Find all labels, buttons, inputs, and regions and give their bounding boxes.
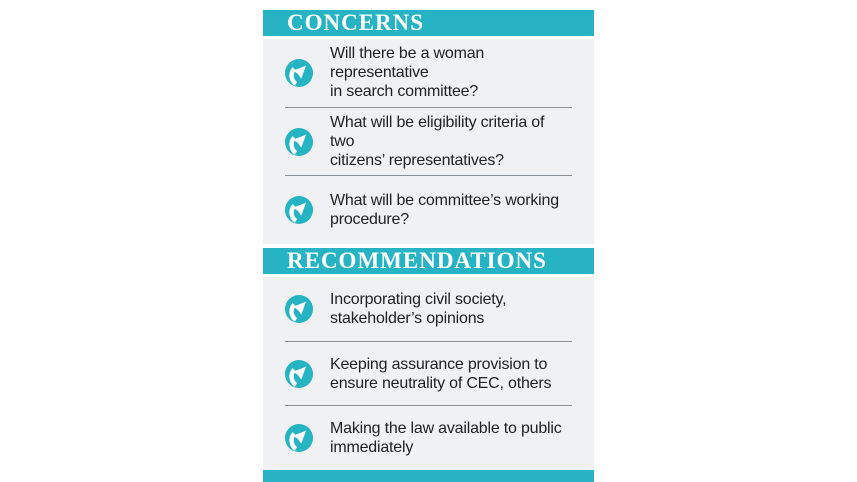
list-item bbox=[263, 108, 594, 176]
section-header-concerns: CONCERNS bbox=[263, 10, 594, 36]
list-item bbox=[263, 39, 594, 107]
list-item bbox=[263, 342, 594, 406]
list-item bbox=[263, 406, 594, 470]
curved-arrow-up-right-icon bbox=[285, 360, 313, 388]
recommendations-section bbox=[263, 277, 594, 470]
curved-arrow-up-right-icon bbox=[285, 196, 313, 224]
curved-arrow-up-right-icon bbox=[285, 128, 313, 156]
list-item-text: Making the law available to public immediately bbox=[330, 420, 562, 457]
section-header-recommendations: RECOMMENDATIONS bbox=[263, 248, 594, 274]
list-item bbox=[263, 277, 594, 341]
list-item bbox=[263, 176, 594, 244]
footer-accent-strip bbox=[263, 470, 594, 482]
infographic-panel bbox=[263, 10, 594, 482]
curved-arrow-up-right-icon bbox=[285, 424, 313, 452]
list-item-text: Keeping assurance provision to ensure neutrality of CEC, others bbox=[330, 355, 552, 392]
list-item-text: Will there be a woman representative in search committee? bbox=[330, 45, 485, 101]
concerns-section bbox=[263, 39, 594, 244]
curved-arrow-up-right-icon bbox=[285, 59, 313, 87]
list-item-text: Incorporating civil society, stakeholder’s opinions bbox=[330, 290, 507, 327]
curved-arrow-up-right-icon bbox=[285, 295, 313, 323]
list-item-text: What will be eligibility criteria of two citizens’ representatives? bbox=[330, 114, 545, 169]
list-item-text: What will be committee’s working procedure? bbox=[330, 192, 559, 229]
